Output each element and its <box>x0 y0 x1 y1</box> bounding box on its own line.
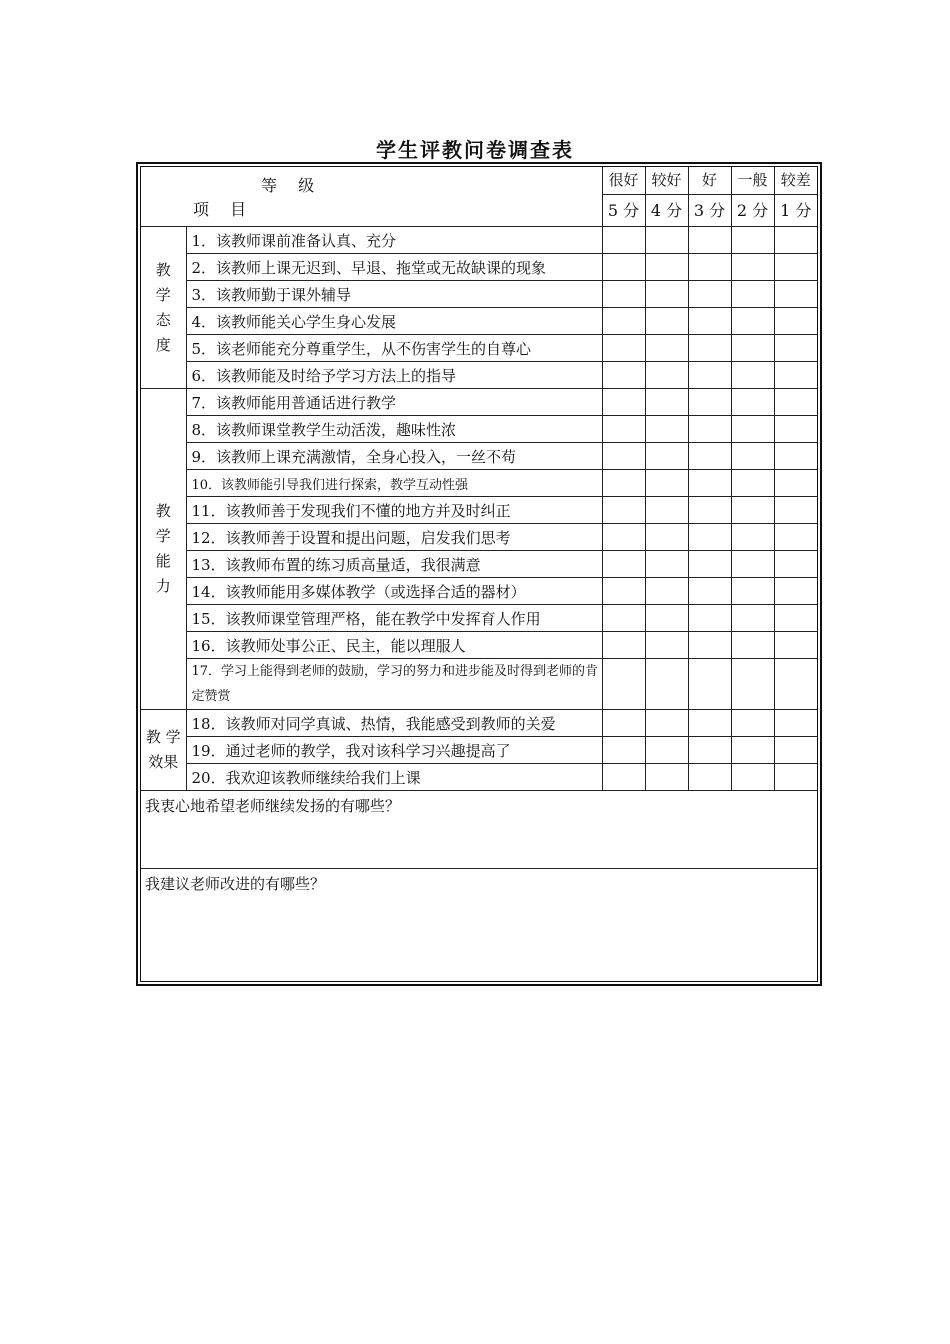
category-line: 效果 <box>148 753 179 771</box>
rating-label: 好 <box>689 167 731 195</box>
category-char: 学 <box>155 527 171 545</box>
rating-cell[interactable] <box>774 308 817 335</box>
category-char: 教 <box>155 502 171 520</box>
comment-area-improve[interactable] <box>141 869 817 979</box>
comment-area-keep[interactable] <box>141 791 817 869</box>
table-row <box>141 605 817 632</box>
rating-cell[interactable] <box>774 737 817 764</box>
item-text: 16．该教师处事公正、民主，能以理服人 <box>186 632 602 659</box>
rating-column-2 <box>731 167 774 227</box>
category-teaching-effect <box>141 710 186 791</box>
rating-cell[interactable] <box>731 308 774 335</box>
comment-row-improve <box>141 869 817 979</box>
rating-cell[interactable] <box>602 659 645 710</box>
rating-cell[interactable] <box>731 605 774 632</box>
rating-cell[interactable] <box>688 308 731 335</box>
rating-cell[interactable] <box>774 605 817 632</box>
rating-cell[interactable] <box>688 281 731 308</box>
item-text: 20．我欢迎该教师继续给我们上课 <box>186 764 602 791</box>
rating-cell[interactable] <box>688 335 731 362</box>
rating-cell[interactable] <box>645 632 688 659</box>
rating-cell[interactable] <box>731 362 774 389</box>
rating-cell[interactable] <box>602 308 645 335</box>
rating-cell[interactable] <box>731 551 774 578</box>
rating-cell[interactable] <box>731 578 774 605</box>
table-row <box>141 227 817 254</box>
category-char: 度 <box>155 335 171 354</box>
item-text: 19．通过老师的教学，我对该科学习兴趣提高了 <box>186 737 602 764</box>
rating-cell[interactable] <box>602 551 645 578</box>
rating-cell[interactable] <box>602 470 645 497</box>
rating-cell[interactable] <box>731 470 774 497</box>
rating-cell[interactable] <box>645 281 688 308</box>
item-text: 6．该教师能及时给予学习方法上的指导 <box>186 362 602 389</box>
rating-cell[interactable] <box>731 335 774 362</box>
page-title: 学生评教问卷调查表 <box>376 138 574 162</box>
rating-cell[interactable] <box>645 308 688 335</box>
table-row <box>141 389 817 416</box>
rating-cell[interactable] <box>688 443 731 470</box>
item-text: 4．该教师能关心学生身心发展 <box>186 308 602 335</box>
rating-points: 3 分 <box>693 201 726 220</box>
table-row <box>141 710 817 737</box>
rating-cell[interactable] <box>688 362 731 389</box>
rating-cell[interactable] <box>774 524 817 551</box>
rating-label: 较差 <box>775 167 818 195</box>
rating-cell[interactable] <box>602 335 645 362</box>
rating-cell[interactable] <box>688 389 731 416</box>
rating-cell[interactable] <box>731 764 774 791</box>
table-row <box>141 281 817 308</box>
rating-cell[interactable] <box>602 737 645 764</box>
rating-cell[interactable] <box>602 497 645 524</box>
rating-points: 4 分 <box>650 201 683 220</box>
item-text: 13．该教师布置的练习质高量适，我很满意 <box>186 551 602 578</box>
rating-cell[interactable] <box>731 737 774 764</box>
item-text: 2．该教师上课无迟到、早退、拖堂或无故缺课的现象 <box>186 254 602 281</box>
rating-cell[interactable] <box>774 470 817 497</box>
rating-points: 1 分 <box>780 201 812 220</box>
rating-cell[interactable] <box>602 764 645 791</box>
rating-cell[interactable] <box>602 254 645 281</box>
header-row <box>141 167 817 227</box>
rating-cell[interactable] <box>774 551 817 578</box>
item-label: 项 目 <box>193 200 255 219</box>
item-text: 7．该教师能用普通话进行教学 <box>186 389 602 416</box>
table-row <box>141 308 817 335</box>
table-row <box>141 632 817 659</box>
table-row <box>141 764 817 791</box>
rating-cell[interactable] <box>645 524 688 551</box>
rating-cell[interactable] <box>688 227 731 254</box>
rating-cell[interactable] <box>645 737 688 764</box>
category-char: 教 <box>155 260 171 279</box>
table-row <box>141 254 817 281</box>
rating-cell[interactable] <box>688 497 731 524</box>
item-text: 8．该教师课堂教学生动活泼，趣味性浓 <box>186 416 602 443</box>
level-label: 等 级 <box>261 176 323 195</box>
rating-cell[interactable] <box>688 416 731 443</box>
item-text: 14．该教师能用多媒体教学（或选择合适的器材） <box>186 578 602 605</box>
rating-cell[interactable] <box>602 578 645 605</box>
rating-cell[interactable] <box>774 335 817 362</box>
rating-cell[interactable] <box>774 497 817 524</box>
table-row <box>141 497 817 524</box>
rating-cell[interactable] <box>731 632 774 659</box>
rating-cell[interactable] <box>688 578 731 605</box>
rating-cell[interactable] <box>774 632 817 659</box>
rating-cell[interactable] <box>645 578 688 605</box>
header-diagonal-cell <box>141 167 602 227</box>
rating-cell[interactable] <box>602 281 645 308</box>
category-line: 教 学 <box>145 728 181 746</box>
rating-cell[interactable] <box>645 254 688 281</box>
rating-column-5 <box>602 167 645 227</box>
table-row <box>141 335 817 362</box>
rating-cell[interactable] <box>688 737 731 764</box>
item-text: 15．该教师课堂管理严格，能在教学中发挥育人作用 <box>186 605 602 632</box>
category-char: 力 <box>155 577 171 595</box>
category-char: 能 <box>155 552 171 570</box>
survey-table <box>141 167 817 979</box>
item-text: 1．该教师课前准备认真、充分 <box>186 227 602 254</box>
rating-cell[interactable] <box>774 710 817 737</box>
rating-cell[interactable] <box>731 227 774 254</box>
rating-cell[interactable] <box>688 254 731 281</box>
table-row <box>141 524 817 551</box>
rating-cell[interactable] <box>774 389 817 416</box>
rating-cell[interactable] <box>731 416 774 443</box>
rating-cell[interactable] <box>602 416 645 443</box>
rating-cell[interactable] <box>688 605 731 632</box>
rating-cell[interactable] <box>688 659 731 710</box>
table-row <box>141 416 817 443</box>
rating-cell[interactable] <box>731 659 774 710</box>
rating-label: 很好 <box>603 167 645 195</box>
category-char: 学 <box>155 285 171 304</box>
table-row <box>141 659 817 710</box>
table-row <box>141 578 817 605</box>
rating-cell[interactable] <box>731 443 774 470</box>
rating-cell[interactable] <box>602 605 645 632</box>
rating-cell[interactable] <box>774 416 817 443</box>
rating-cell[interactable] <box>688 470 731 497</box>
item-text: 10．该教师能引导我们进行探索，教学互动性强 <box>186 470 602 497</box>
rating-cell[interactable] <box>602 710 645 737</box>
rating-cell[interactable] <box>645 710 688 737</box>
table-row <box>141 362 817 389</box>
category-teaching-ability <box>141 389 186 710</box>
comment-row-keep <box>141 791 817 869</box>
table-row <box>141 470 817 497</box>
rating-cell[interactable] <box>774 281 817 308</box>
rating-cell[interactable] <box>645 335 688 362</box>
rating-points: 2 分 <box>736 201 769 220</box>
rating-cell[interactable] <box>774 227 817 254</box>
rating-cell[interactable] <box>774 578 817 605</box>
question-improve: 我建议老师改进的有哪些？ <box>145 875 326 893</box>
item-text: 18．该教师对同学真诚、热情，我能感受到教师的关爱 <box>186 710 602 737</box>
item-text: 3．该教师勤于课外辅导 <box>186 281 602 308</box>
rating-cell[interactable] <box>645 416 688 443</box>
rating-label: 一般 <box>732 167 774 195</box>
rating-cell[interactable] <box>602 443 645 470</box>
rating-cell[interactable] <box>731 524 774 551</box>
rating-cell[interactable] <box>688 551 731 578</box>
table-row <box>141 551 817 578</box>
rating-cell[interactable] <box>602 632 645 659</box>
rating-cell[interactable] <box>602 227 645 254</box>
rating-points: 5 分 <box>607 201 640 220</box>
category-teaching-attitude <box>141 227 186 389</box>
item-text: 9．该教师上课充满激情，全身心投入，一丝不苟 <box>186 443 602 470</box>
rating-cell[interactable] <box>731 281 774 308</box>
rating-cell[interactable] <box>645 551 688 578</box>
rating-cell[interactable] <box>688 710 731 737</box>
rating-cell[interactable] <box>731 497 774 524</box>
rating-column-4 <box>645 167 688 227</box>
rating-cell[interactable] <box>774 443 817 470</box>
rating-cell[interactable] <box>688 524 731 551</box>
rating-cell[interactable] <box>645 497 688 524</box>
item-text: 11．该教师善于发现我们不懂的地方并及时纠正 <box>186 497 602 524</box>
rating-cell[interactable] <box>774 254 817 281</box>
rating-column-1 <box>774 167 817 227</box>
rating-label: 较好 <box>646 167 688 195</box>
survey-frame <box>136 162 822 986</box>
table-row <box>141 737 817 764</box>
rating-cell[interactable] <box>645 362 688 389</box>
table-row <box>141 443 817 470</box>
rating-cell[interactable] <box>602 389 645 416</box>
rating-cell[interactable] <box>731 254 774 281</box>
item-text: 5．该老师能充分尊重学生，从不伤害学生的自尊心 <box>186 335 602 362</box>
rating-column-3 <box>688 167 731 227</box>
rating-cell[interactable] <box>774 362 817 389</box>
rating-cell[interactable] <box>645 605 688 632</box>
rating-cell[interactable] <box>774 659 817 710</box>
survey-table-inner <box>140 166 818 982</box>
rating-cell[interactable] <box>645 389 688 416</box>
rating-cell[interactable] <box>688 764 731 791</box>
rating-cell[interactable] <box>602 524 645 551</box>
rating-cell[interactable] <box>645 764 688 791</box>
item-text: 12．该教师善于设置和提出问题，启发我们思考 <box>186 524 602 551</box>
question-keep: 我衷心地希望老师继续发扬的有哪些？ <box>145 797 401 815</box>
rating-cell[interactable] <box>645 470 688 497</box>
item-text: 17．学习上能得到老师的鼓励，学习的努力和进步能及时得到老师的肯定赞赏 <box>186 659 602 710</box>
rating-cell[interactable] <box>602 362 645 389</box>
category-char: 态 <box>155 310 171 329</box>
rating-cell[interactable] <box>731 710 774 737</box>
rating-cell[interactable] <box>645 227 688 254</box>
rating-cell[interactable] <box>688 632 731 659</box>
rating-cell[interactable] <box>645 659 688 710</box>
rating-cell[interactable] <box>645 443 688 470</box>
rating-cell[interactable] <box>774 764 817 791</box>
rating-cell[interactable] <box>731 389 774 416</box>
